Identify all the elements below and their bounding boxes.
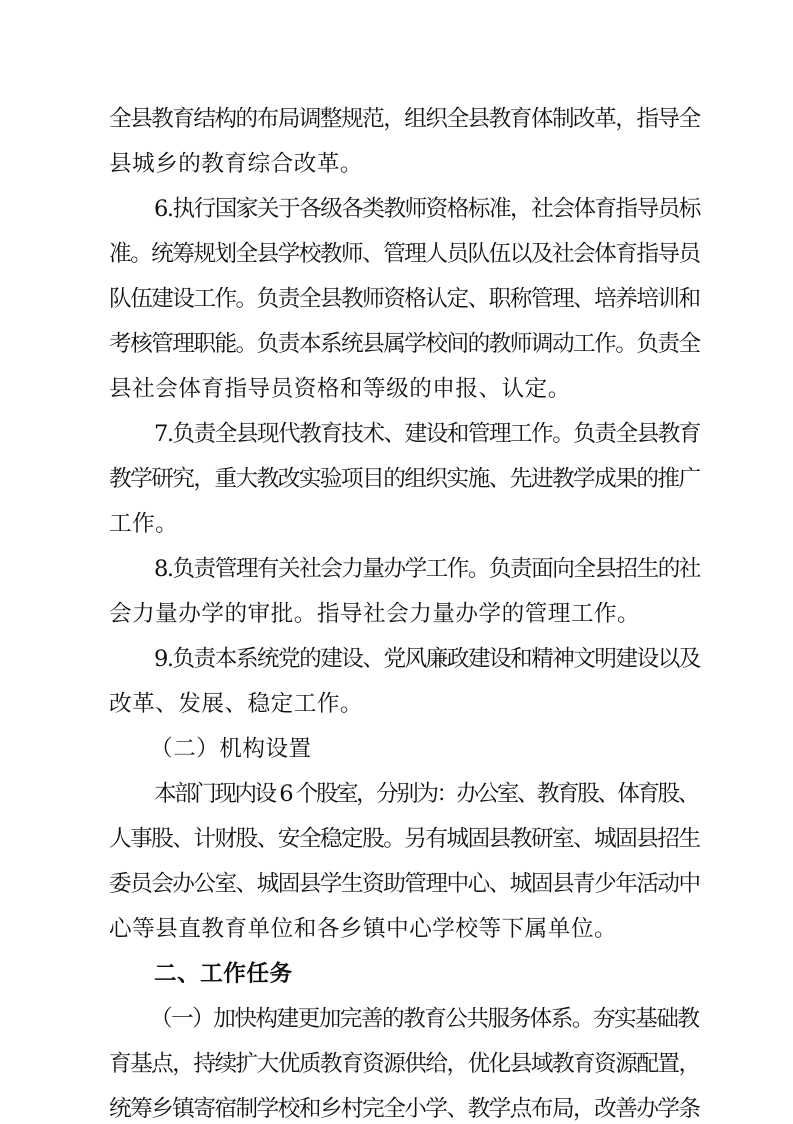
text-line: 育基点，持续扩大优质教育资源供给，优化县域教育资源配置，: [109, 1051, 700, 1077]
text-line: 准。统筹规划全县学校教师、管理人员队伍以及社会体育指导员: [109, 241, 700, 267]
section-heading: 二、工作任务: [154, 961, 293, 987]
text-line: 6.执行国家关于各级各类教师资格标准，社会体育指导员标: [154, 196, 700, 222]
text-line: 改革、发展、稳定工作。: [109, 691, 364, 717]
text-line: 考核管理职能。负责本系统县属学校间的教师调动工作。负责全: [109, 331, 700, 357]
text-line: 委员会办公室、城固县学生资助管理中心、城固县青少年活动中: [109, 871, 700, 897]
text-line: 8.负责管理有关社会力量办学工作。负责面向全县招生的社: [154, 556, 700, 582]
text-line: 7.负责全县现代教育技术、建设和管理工作。负责全县教育: [154, 421, 700, 447]
text-line: 县城乡的教育综合改革。: [109, 151, 364, 177]
text-line: 9.负责本系统党的建设、党风廉政建设和精神文明建设以及: [154, 646, 700, 672]
text-line: 本部门现内设 6 个股室，分别为：办公室、教育股、体育股、: [154, 781, 698, 807]
text-line: 县社会体育指导员资格和等级的申报、认定。: [109, 376, 571, 402]
text-line: （一）加快构建更加完善的教育公共服务体系。夯实基础教: [150, 1006, 699, 1032]
text-line: 人事股、计财股、安全稳定股。另有城固县教研室、城固县招生: [109, 826, 700, 852]
text-line: 心等县直教育单位和各乡镇中心学校等下属单位。: [109, 916, 618, 942]
text-line: 统筹乡镇寄宿制学校和乡村完全小学、教学点布局，改善办学条: [109, 1096, 700, 1122]
text-line: 工作。: [109, 511, 179, 537]
text-line: 全县教育结构的布局调整规范，组织全县教育体制改革，指导全: [109, 106, 700, 132]
text-line: 会力量办学的审批。指导社会力量办学的管理工作。: [109, 601, 641, 627]
text-line: 队伍建设工作。负责全县教师资格认定、职称管理、培养培训和: [109, 286, 700, 312]
text-line: 教学研究，重大教改实验项目的组织实施、先进教学成果的推广: [109, 466, 700, 492]
section-subheading: （二）机构设置: [150, 736, 312, 762]
